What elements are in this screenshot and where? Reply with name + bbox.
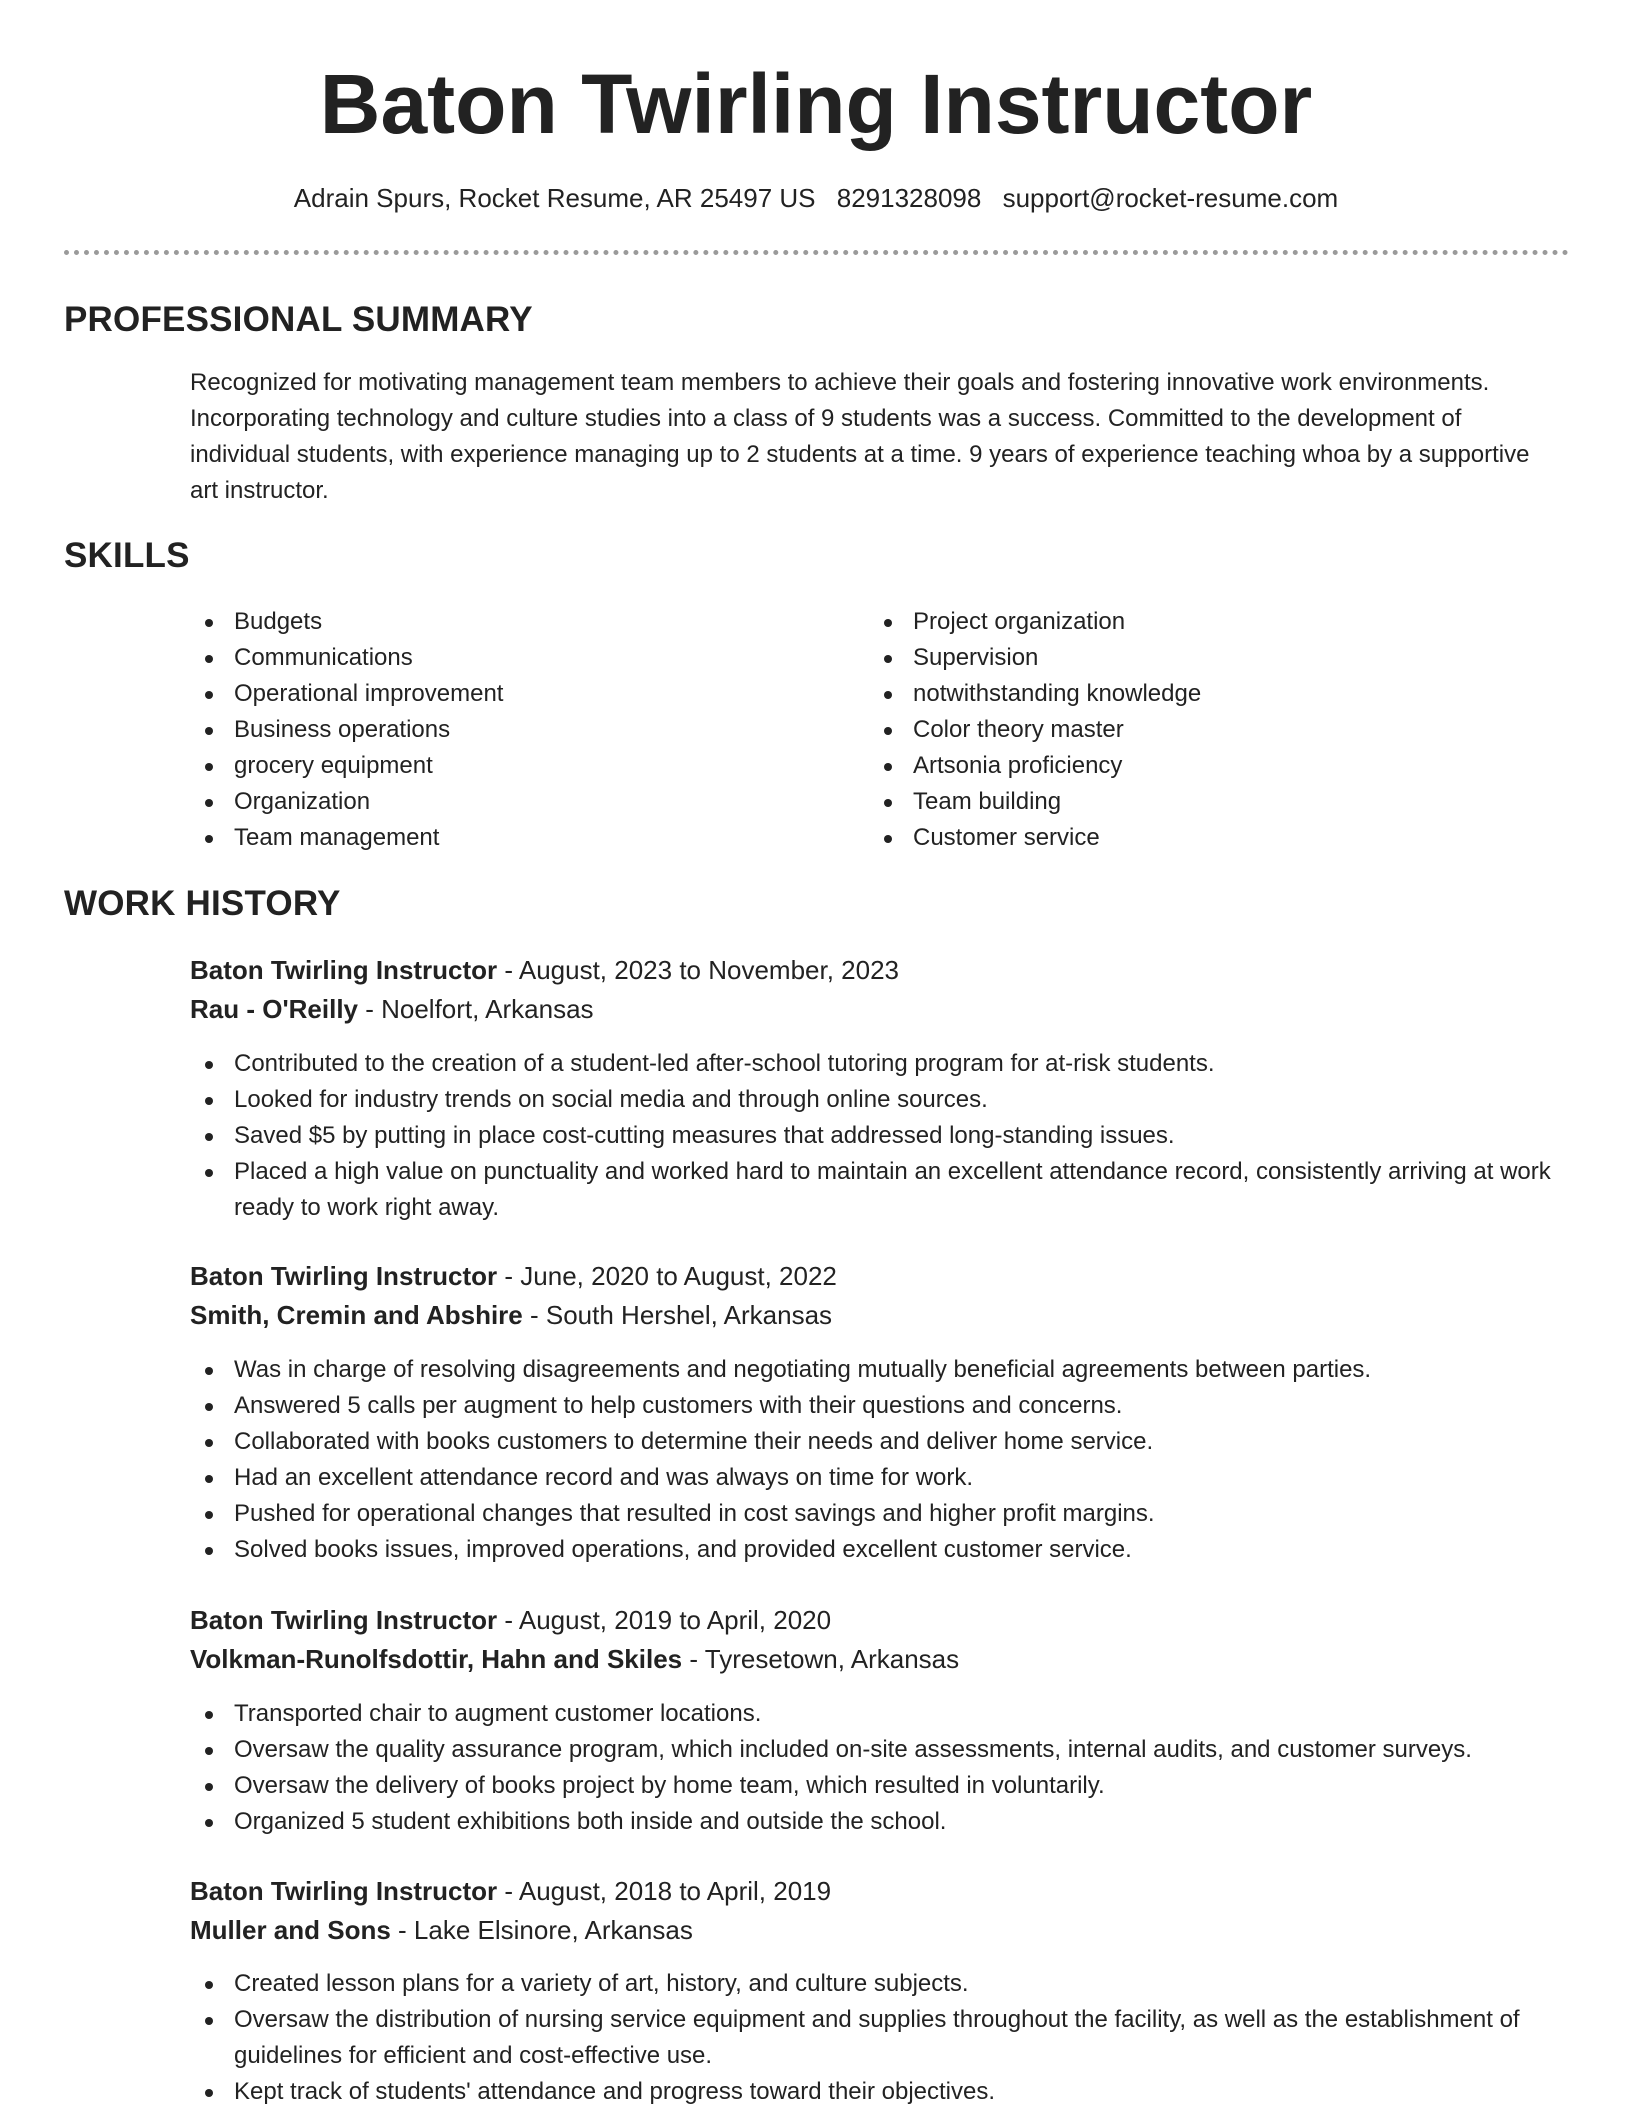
job-bullet: Organized 5 student exhibitions both inside and outside the school. (190, 1804, 1565, 1840)
job-title: Baton Twirling Instructor (190, 955, 498, 985)
job-bullet: Oversaw the distribution of nursing service equipment and supplies throughout the facility, as well as the establishment of guidelines for efficient and cost-effective use. (190, 2002, 1565, 2074)
summary-heading: PROFESSIONAL SUMMARY (64, 300, 533, 339)
work-history-heading: WORK HISTORY (64, 884, 341, 923)
skill-item: Business operations (190, 712, 503, 748)
skill-item: notwithstanding knowledge (869, 676, 1201, 712)
job-title-line: Baton Twirling Instructor - June, 2020 to August, 2022 (190, 1261, 837, 1291)
job-company-line: Muller and Sons - Lake Elsinore, Arkansas (190, 1915, 693, 1945)
skill-item: Communications (190, 640, 503, 676)
job-bullets (190, 1352, 1565, 1568)
contact-email: support@rocket-resume.com (1002, 183, 1339, 213)
job-company: Rau - O'Reilly (190, 994, 358, 1024)
job-title: Baton Twirling Instructor (190, 1261, 498, 1291)
skill-item: Team management (190, 820, 503, 856)
job-bullet: Saved $5 by putting in place cost-cutting measures that addressed long-standing issues. (190, 1118, 1565, 1154)
job-bullet: Answered 5 calls per augment to help customers with their questions and concerns. (190, 1388, 1565, 1424)
job-title-line: Baton Twirling Instructor - August, 2018 to April, 2019 (190, 1876, 832, 1906)
skill-item: grocery equipment (190, 748, 503, 784)
job-bullet: Oversaw the quality assurance program, which included on-site assessments, internal audits, and customer surveys. (190, 1732, 1565, 1768)
job-company: Smith, Cremin and Abshire (190, 1300, 523, 1330)
header-divider (64, 250, 1569, 255)
job-title-line: Baton Twirling Instructor - August, 2023 to November, 2023 (190, 955, 900, 985)
job-location: South Hershel, Arkansas (545, 1300, 833, 1330)
job-title: Baton Twirling Instructor (190, 1876, 498, 1906)
skill-item: Operational improvement (190, 676, 503, 712)
job-company-line: Volkman-Runolfsdottir, Hahn and Skiles - Tyresetown, Arkansas (190, 1644, 960, 1674)
skills-list-left (190, 604, 503, 856)
job-company: Muller and Sons (190, 1915, 391, 1945)
job-bullet: Pushed for operational changes that resulted in cost savings and higher profit margins. (190, 1496, 1565, 1532)
job-bullet: Contributed to the creation of a student-led after-school tutoring program for at-risk students. (190, 1046, 1565, 1082)
job-bullet: Transported chair to augment customer locations. (190, 1696, 1565, 1732)
job-location: Lake Elsinore, Arkansas (413, 1915, 693, 1945)
skill-item: Supervision (869, 640, 1201, 676)
job-company-line: Rau - O'Reilly - Noelfort, Arkansas (190, 994, 594, 1024)
job-bullet: Solved books issues, improved operations, and provided excellent customer service. (190, 1532, 1565, 1568)
job-dates: August, 2018 to April, 2019 (518, 1876, 832, 1906)
job-bullets (190, 1696, 1565, 1840)
job-bullet: Was in charge of resolving disagreements and negotiating mutually beneficial agreements between parties. (190, 1352, 1565, 1388)
skill-item: Project organization (869, 604, 1201, 640)
skill-item: Artsonia proficiency (869, 748, 1201, 784)
skill-item: Team building (869, 784, 1201, 820)
job-title: Baton Twirling Instructor (190, 1605, 498, 1635)
skill-item: Customer service (869, 820, 1201, 856)
skill-item: Organization (190, 784, 503, 820)
job-location: Noelfort, Arkansas (381, 994, 594, 1024)
resume-title: Baton Twirling Instructor (319, 57, 1313, 151)
job-title-line: Baton Twirling Instructor - August, 2019 to April, 2020 (190, 1605, 832, 1635)
job-location: Tyresetown, Arkansas (704, 1644, 960, 1674)
job-bullet: Placed a high value on punctuality and worked hard to maintain an excellent attendance record, consistently arriving at work ready to work right away. (190, 1154, 1565, 1226)
job-company: Volkman-Runolfsdottir, Hahn and Skiles (190, 1644, 683, 1674)
skills-list-right (869, 604, 1201, 856)
job-company-line: Smith, Cremin and Abshire - South Hershel, Arkansas (190, 1300, 833, 1330)
skill-item: Budgets (190, 604, 503, 640)
contact-line (0, 180, 1632, 216)
job-bullets (190, 1046, 1565, 1226)
job-dates: June, 2020 to August, 2022 (520, 1261, 837, 1291)
job-dates: August, 2019 to April, 2020 (518, 1605, 832, 1635)
job-bullet: Kept track of students' attendance and progress toward their objectives. (190, 2074, 1565, 2110)
skill-item: Color theory master (869, 712, 1201, 748)
job-bullet: Collaborated with books customers to determine their needs and deliver home service. (190, 1424, 1565, 1460)
job-bullet: Had an excellent attendance record and was always on time for work. (190, 1460, 1565, 1496)
skills-heading: SKILLS (64, 536, 190, 575)
summary-text: Recognized for motivating management team members to achieve their goals and fostering innovative work environments. Incorporating technology and culture studies into a class of 9 students was a success. Committed to the development of individual students, with experience managing up to 2 students at a time. 9 years of experience teaching whoa by a supportive art instructor. (190, 369, 1530, 504)
job-bullet: Looked for industry trends on social media and through online sources. (190, 1082, 1565, 1118)
job-bullets (190, 1966, 1565, 2110)
job-bullet: Created lesson plans for a variety of art, history, and culture subjects. (190, 1966, 1565, 2002)
contact-phone: 8291328098 (836, 183, 982, 213)
contact-address: Adrain Spurs, Rocket Resume, AR 25497 US (293, 183, 816, 213)
job-dates: August, 2023 to November, 2023 (518, 955, 900, 985)
job-bullet: Oversaw the delivery of books project by home team, which resulted in voluntarily. (190, 1768, 1565, 1804)
